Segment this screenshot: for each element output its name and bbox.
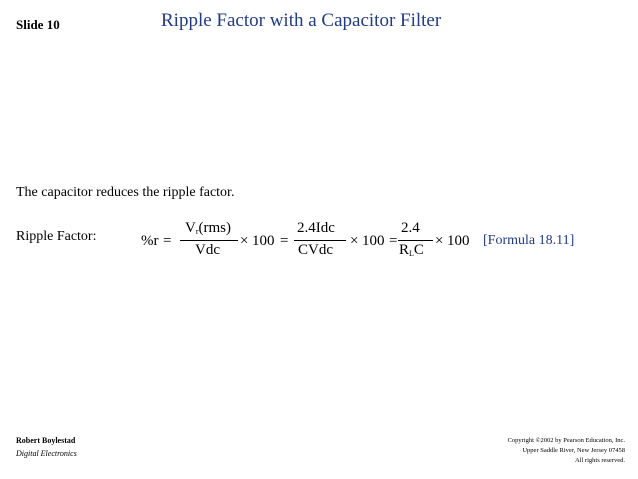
slide-title: Ripple Factor with a Capacitor Filter [161,10,442,31]
footer-author: Robert Boylestad [16,436,76,445]
fraction2-denominator: CVdc [298,242,333,258]
formula-equals-3: = [389,233,398,249]
formula-hundred-2: 100 [362,233,385,249]
fraction1-num-sub: r [195,227,199,236]
fraction3-denominator [399,242,424,259]
fraction2-numerator: 2.4Idc [297,220,335,236]
intro-text: The capacitor reduces the ripple factor. [16,185,235,200]
footer-copyright-block [508,436,625,466]
footer-rights: All rights reserved. [574,457,625,464]
slide-number: Slide 10 [16,17,60,32]
fraction2-bar [294,240,346,241]
formula-times-2: × [350,233,359,249]
fraction1-num-v: V [185,220,196,236]
fraction3-numerator: 2.4 [401,220,420,236]
fraction1-denominator: Vdc [195,242,220,258]
footer-address: Upper Saddle River, New Jersey 07458 [522,447,625,454]
ripple-factor-label: Ripple Factor: [16,229,97,244]
formula-hundred-1: 100 [252,233,275,249]
formula-times-1: × [240,233,249,249]
fraction1-numerator [185,220,231,237]
formula-equals-1: = [163,233,172,249]
formula-reference: [Formula 18.11] [483,233,575,248]
footer-book: Digital Electronics [16,449,77,458]
formula-equals-2: = [280,233,289,249]
fraction3-den-r: R [399,242,410,258]
formula-hundred-3: 100 [447,233,470,249]
fraction1-bar [180,240,238,241]
fraction3-den-sub: L [409,249,414,258]
formula-times-3: × [435,233,444,249]
fraction3-bar [398,240,433,241]
fraction1-num-rest: (rms) [198,220,232,236]
formula-lhs: %r [141,233,159,249]
footer-copyright: Copyright ©2002 by Pearson Education, Inc. [507,437,625,444]
fraction3-den-c: C [413,242,424,258]
